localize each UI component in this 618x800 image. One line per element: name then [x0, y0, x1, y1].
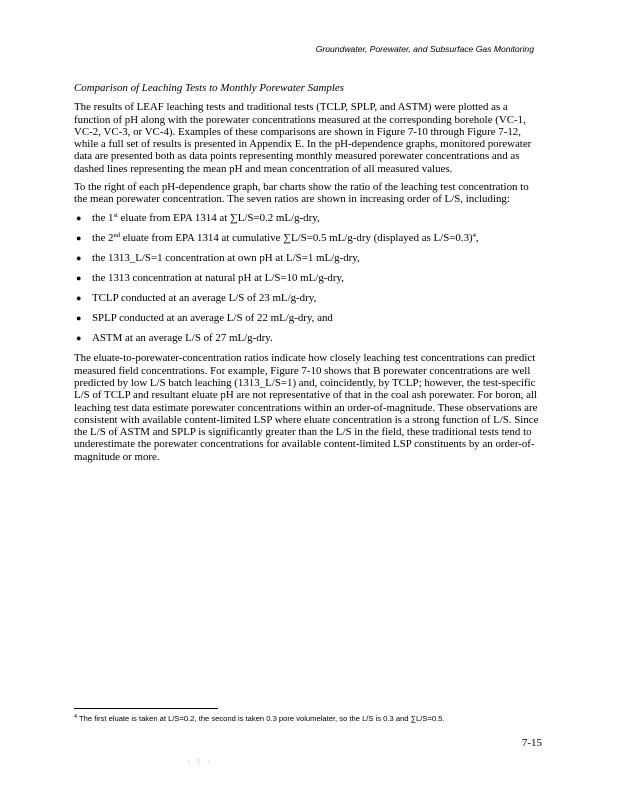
list-item: ● the 1313_L/S=1 concentration at own pH at L/S=1 mL/g-dry,	[76, 251, 360, 264]
list-item: ● the 1313 concentration at natural pH at L/S=10 mL/g-dry,	[76, 271, 344, 284]
list-item: ● ASTM at an average L/S of 27 mL/g-dry.	[76, 332, 273, 345]
scan-specks: . : .	[188, 756, 212, 764]
list-item: ● the 2nd eluate from EPA 1314 at cumulative ∑L/S=0.5 mL/g-dry (displayed as L/S=0.3)$^4$,	[76, 231, 479, 244]
footnote-marker: 4	[74, 714, 78, 720]
bullet-icon: ●	[76, 272, 82, 283]
bullet-icon: ●	[76, 232, 82, 243]
footnote-divider	[74, 708, 218, 709]
bullet-icon: ●	[76, 212, 82, 223]
list-item: ● the 1st eluate from EPA 1314 at ∑L/S=0.2 mL/g-dry,	[76, 211, 320, 224]
ratio-list	[74, 212, 544, 345]
list-item: ● TCLP conducted at an average L/S of 23 mL/g-dry,	[76, 292, 317, 305]
footnote-reference[interactable]: 4	[472, 231, 476, 239]
page-number: 7-15	[521, 737, 542, 749]
footnote	[74, 714, 554, 723]
bullet-icon: ●	[76, 313, 82, 324]
section-title: Comparison of Leaching Tests to Monthly Porewater Samples	[74, 82, 344, 94]
paragraph-1: The results of LEAF leaching tests and traditional tests (TCLP, SPLP, and ASTM) were plotted as a function of pH along with the porewater concentrations measured at the corresponding borehole (VC-1, VC-2, VC-3, or VC-4). Examples of these comparisons are shown in Figure 7-10 through Figure 7-12, while a full set of results is presented in Appendix E. In the pH-dependence graphs, monitored porewater data are presented both as data points representing monthly measured porewater concentrations and as dashed lines representing the mean pH and mean concentration of all measured values.	[74, 101, 532, 175]
paragraph-3: The eluate-to-porewater-concentration ratios indicate how closely leaching test concentrations can predict measured field concentrations. For example, Figure 7-10 shows that B porewater concentrations are well predicted by low L/S batch leaching (1313_L/S=1) and, coincidently, by TCLP; however, the test-specific L/S of TCLP and resultant eluate pH are not representative of that in the coal ash porewater. For boron, all leaching test data estimate porewater concentrations within an order-of-magnitude. These observations are consistent with available content-limited LSP where eluate concentration is a strong function of L/S. Since the L/S of ASTM and SPLP is significantly greater than the L/S in the field, these traditional tests tend to underestimate the porewater concentrations for available content-limited LSP constituents by an order-of-magnitude or more.	[74, 352, 539, 463]
list-item: ● SPLP conducted at an average L/S of 22 mL/g-dry, and	[76, 312, 333, 325]
running-header: Groundwater, Porewater, and Subsurface Gas Monitoring	[315, 44, 534, 54]
bullet-icon: ●	[76, 333, 82, 344]
paragraph-2: To the right of each pH-dependence graph, bar charts show the ratio of the leaching test concentration to the mean porewater concentration. The seven ratios are shown in increasing order of L/S, including:	[74, 181, 529, 206]
bullet-icon: ●	[76, 293, 82, 304]
main-content	[74, 82, 544, 469]
bullet-icon: ●	[76, 252, 82, 263]
footnote-text: The first eluate is taken at L/S=0.2, the second is taken 0.3 pore volumelater, so the L/S is 0.3 and ∑L/S=0.5.	[77, 714, 445, 723]
